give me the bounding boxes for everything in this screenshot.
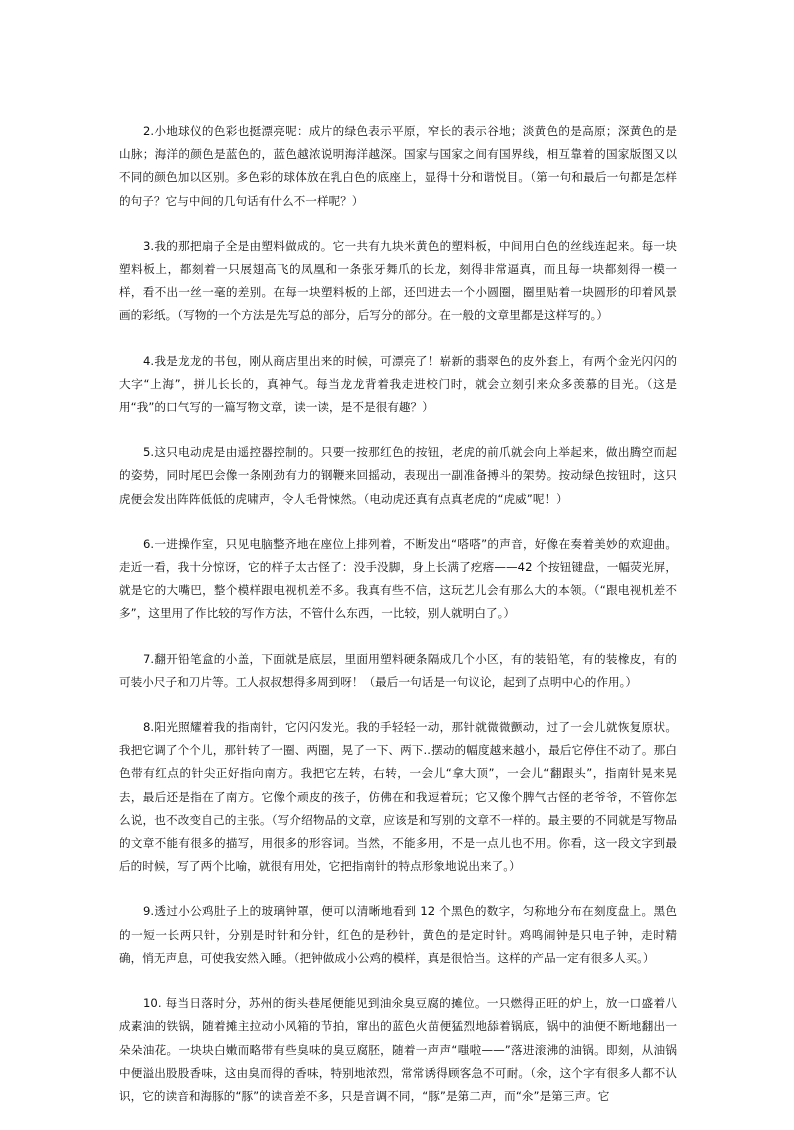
paragraph-5: 5.这只电动虎是由遥控器控制的。只要一按那红色的按钮，老虎的前爪就会向上举起来，做出腾空而起的姿势，同时尾巴会像一条刚劲有力的钢鞭来回摇动，表现出一副准备搏斗的架势。按动绿色按钮时，这只虎便会发出阵阵低低的虎啸声，令人毛骨悚然。（电动虎还真有点真老虎的“虎威”呢！） xyxy=(119,445,677,506)
paragraph-4: 4.我是龙龙的书包，刚从商店里出来的时候，可漂亮了！崭新的翡翠色的皮外套上，有两个金光闪闪的大字“上海”，拼儿长长的，真神气。每当龙龙背着我走进校门时，就会立刻引来众多羡慕的目光。（这是用“我”的口气写的一篇写物文章，读一读，是不是很有趣？） xyxy=(119,353,677,415)
paragraph-2: 2.小地球仪的色彩也挺漂亮呢：成片的绿色表示平原，窄长的表示谷地；淡黄色的是高原；深黄色的是山脉；海洋的颜色是蓝色的，蓝色越浓说明海洋越深。国家与国家之间有国界线，相互靠着的国家版图又以不同的颜色加以区别。多色彩的球体放在乳白色的底座上，显得十分和谐悦目。（第一句和最后一句都是怎样的句子？它与中间的几句话有什么不一样呢？） xyxy=(119,124,677,208)
document-body xyxy=(119,120,677,1130)
paragraph-3: 3.我的那把扇子全是由塑料做成的。它一共有九块米黄色的塑料板，中间用白色的丝线连起来。每一块塑料板上，都刻着一只展翅高飞的凤凰和一条张牙舞爪的长龙，刻得非常逼真，而且每一块都刻得一模一样，看不出一丝一毫的差别。在每一块塑料板的上部，还凹进去一个小圆圈，圈里贴着一块圆形的印着风景画的彩纸。（写物的一个方法是先写总的部分，后写分的部分。在一般的文章里都是这样写的。） xyxy=(119,238,677,323)
paragraph-7: 7.翻开铅笔盒的小盖，下面就是底层，里面用塑料硬条隔成几个小区，有的装铅笔，有的装橡皮，有的可装小尺子和刀片等。工人叔叔想得多周到呀！（最后一句话是一句议论，起到了点明中心的作用。） xyxy=(119,651,677,689)
paragraph-6: 6.一进操作室，只见电脑整齐地在座位上排列着，不断发出“嗒嗒”的声音，好像在奏着美妙的欢迎曲。走近一看，我十分惊讶，它的样子太古怪了：没手没脚，身上长满了疙瘩——42 个按钮键盘，一幅荧光屏，就是它的大嘴巴，整个模样跟电视机差不多。我真有些不信，这玩艺儿会有那么大的本领。（“跟电视机差不多”，这里用了作比较的写作方法，不管什么东西，一比较，别人就明白了。） xyxy=(119,536,677,621)
paragraph-10: 10. 每当日落时分，苏州的街头巷尾便能见到油氽臭豆腐的摊位。一只燃得正旺的炉上，放一口盛着八成素油的铁锅，随着摊主拉动小风箱的节拍，窜出的蓝色火苗便猛烈地舔着锅底，锅中的油便不断地翻出一朵朵油花。一块块白嫩而略带有些臭味的臭豆腐胚，随着一声声“嗤啦——”落进滚沸的油锅。即刻，从油锅中便溢出股股香味，这由臭而得的香味，特别地浓烈，常常诱得顾客急不可耐。（氽，这个字有很多人都不认识，它的读音和海豚的“豚”的读音差不多，只是音调不同，“豚”是第二声，而“氽”是第三声。它 xyxy=(119,996,677,1103)
paragraph-8: 8.阳光照耀着我的指南针，它闪闪发光。我的手轻轻一动，那针就微微颤动，过了一会儿就恢复原状。我把它调了个个儿，那针转了一圈、两圈，晃了一下、两下..摆动的幅度越来越小，最后它停住不动了。那白色带有红点的针尖正好指向南方。我把它左转，右转，一会儿“拿大顶”，一会儿“翻跟头”，指南针晃来晃去，最后还是指在了南方。它像个顽皮的孩子，仿佛在和我逗着玩；它又像个脾气古怪的老爷爷，不管你怎么说，也不改变自己的主张。（写介绍物品的文章，应该是和写别的文章不一样的。最主要的不同就是写物品的文章不能有很多的描写，用很多的形容词。当然，不能多用，不是一点儿也不用。你看，这一段文字到最后的时候，写了两个比喻，就很有用处，它把指南针的特点形象地说出来了。） xyxy=(119,720,677,874)
paragraph-9: 9.透过小公鸡肚子上的玻璃钟罩，便可以清晰地看到 12 个黑色的数字，匀称地分布在刻度盘上。黑色的一短一长两只针，分别是时针和分针，红色的是秒针，黄色的是定时针。鸡鸣闹钟是只电子钟，走时精确，悄无声息，可使我安然入睡。（把钟做成小公鸡的模样，真是很恰当。这样的产品一定有很多人买。） xyxy=(119,904,677,965)
